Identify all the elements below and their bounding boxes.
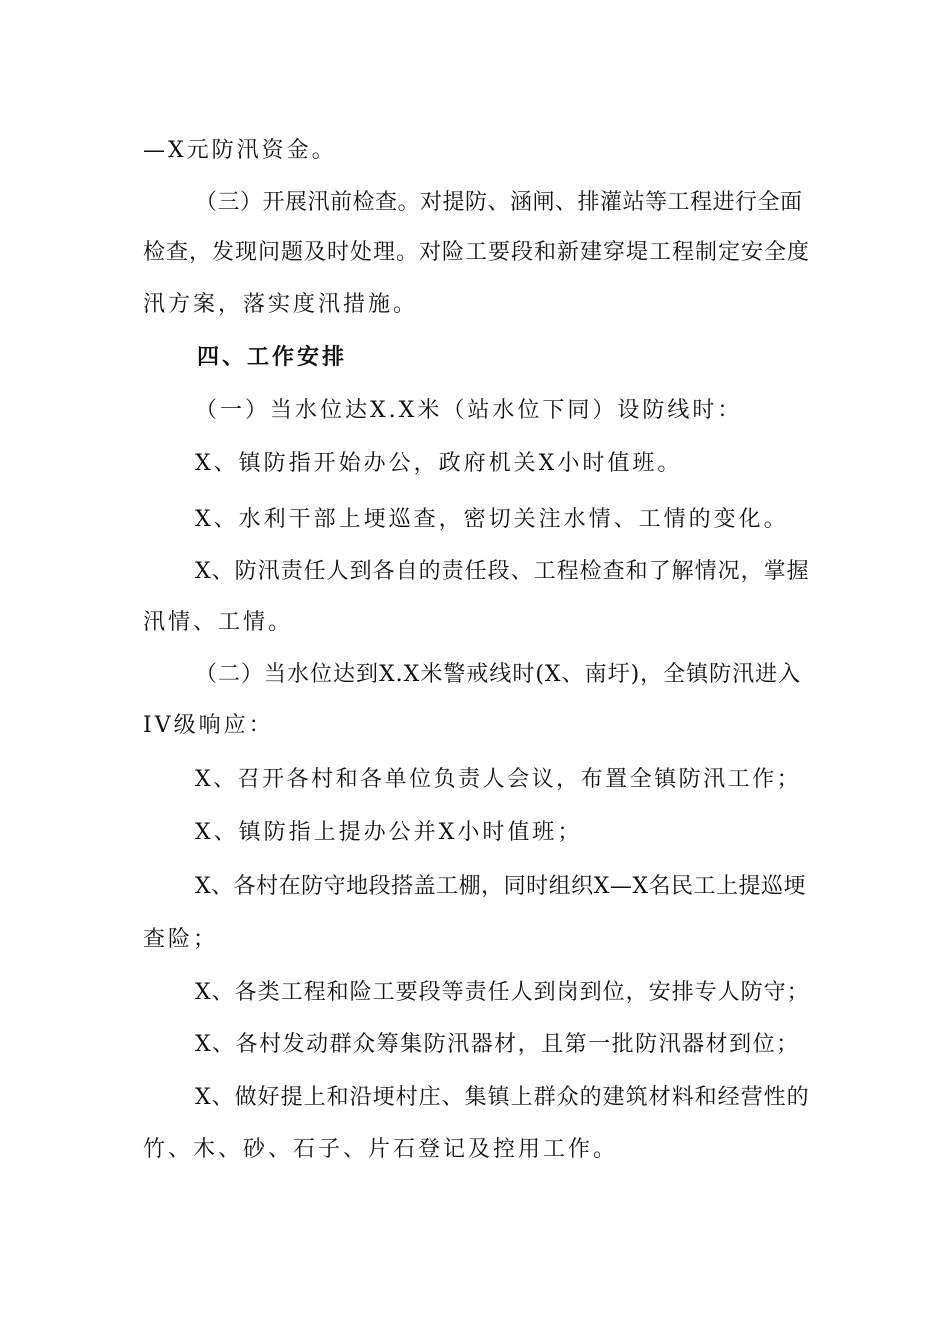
section-heading: 四、工作安排 <box>197 345 348 370</box>
paragraph-line: X、做好提上和沿埂村庄、集镇上群众的建筑材料和经营性的 <box>195 1085 810 1110</box>
paragraph-line: X、各村发动群众筹集防汛器材，且第一批防汛器材到位； <box>195 1032 800 1057</box>
paragraph-line: X、防汛责任人到各自的责任段、工程检查和了解情况，掌握 <box>195 559 810 584</box>
paragraph-line: —X元防汛资金。 <box>143 138 337 163</box>
paragraph-line: 汛方案，落实度汛措施。 <box>143 292 419 317</box>
paragraph-line: X、镇防指开始办公，政府机关X小时值班。 <box>195 451 683 476</box>
paragraph-line: X、各类工程和险工要段等责任人到岗到位，安排专人防守； <box>195 980 810 1005</box>
paragraph-line: （一）当水位达X.X米（站水位下同）设防线时： <box>195 398 743 423</box>
paragraph-line: X、水利干部上埂巡查，密切关注水情、工情的变化。 <box>195 507 789 532</box>
paragraph-line: 竹、木、砂、石子、片石登记及控用工作。 <box>143 1137 619 1162</box>
paragraph-line: X、召开各村和各单位负责人会议，布置全镇防汛工作； <box>195 767 802 792</box>
paragraph-line: （二）当水位达到X.X米警戒线时(X、南圩)，全镇防汛进入 <box>195 662 802 687</box>
paragraph-line: 检查，发现问题及时处理。对险工要段和新建穿堤工程制定安全度 <box>143 240 811 265</box>
paragraph-line: （三）开展汛前检查。对提防、涵闸、排灌站等工程进行全面 <box>195 190 803 215</box>
paragraph-line: X、各村在防守地段搭盖工棚，同时组织X—X名民工上提巡埂 <box>195 874 806 899</box>
paragraph-line: X、镇防指上提办公并X小时值班； <box>195 820 583 845</box>
paragraph-line: 汛情、工情。 <box>143 610 294 635</box>
paragraph-line: 查险； <box>143 927 219 952</box>
paragraph-line: IV级响应： <box>143 713 274 738</box>
